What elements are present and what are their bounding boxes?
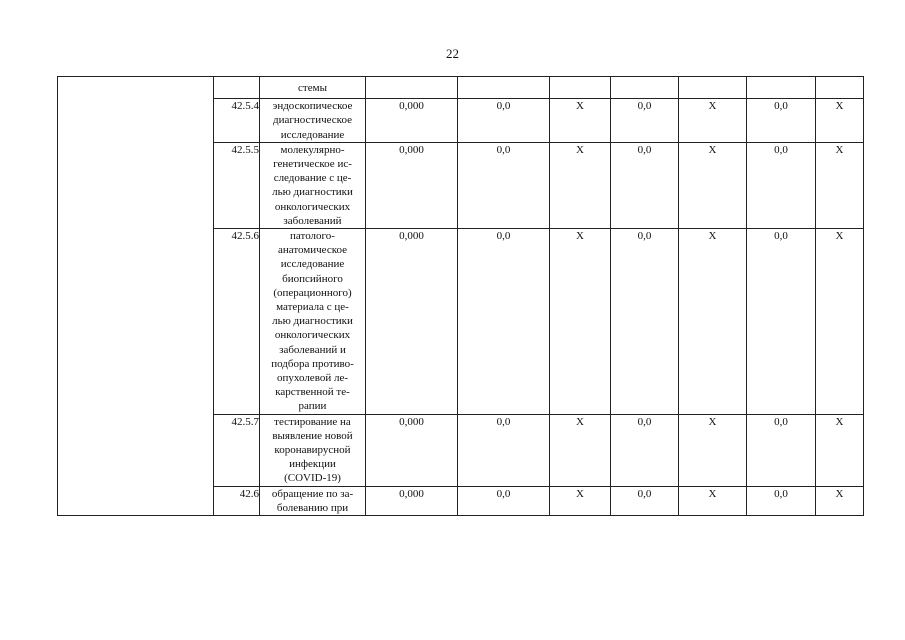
value-cell: 0,0 xyxy=(611,142,679,228)
row-code: 42.5.7 xyxy=(214,414,260,486)
value-cell: X xyxy=(816,229,864,415)
value-cell: 0,0 xyxy=(747,99,816,143)
value-cell: X xyxy=(679,99,747,143)
value-cell: 0,0 xyxy=(747,414,816,486)
value-cell xyxy=(747,77,816,99)
value-cell: 0,0 xyxy=(611,99,679,143)
value-cell: 0,0 xyxy=(458,142,550,228)
value-cell: X xyxy=(550,99,611,143)
value-cell: 0,0 xyxy=(458,414,550,486)
row-name: обращение по за- болеванию при xyxy=(260,486,366,515)
row-name: молекулярно- генетическое ис- следование с це- лью диагностики онкологических заболеваний xyxy=(260,142,366,228)
row-name: эндоскопическое диагностическое исследование xyxy=(260,99,366,143)
value-cell: X xyxy=(816,142,864,228)
value-cell: X xyxy=(816,414,864,486)
value-cell xyxy=(366,77,458,99)
value-cell: 0,000 xyxy=(366,229,458,415)
value-cell: X xyxy=(679,142,747,228)
value-cell: 0,0 xyxy=(747,229,816,415)
value-cell xyxy=(611,77,679,99)
value-cell: 0,0 xyxy=(611,486,679,515)
value-cell xyxy=(550,77,611,99)
row-name: стемы xyxy=(260,77,366,99)
row-name: тестирование на выявление новой коронавирусной инфекции (COVID-19) xyxy=(260,414,366,486)
value-cell: X xyxy=(550,229,611,415)
value-cell: X xyxy=(679,229,747,415)
value-cell: X xyxy=(550,142,611,228)
row-code: 42.5.4 xyxy=(214,99,260,143)
value-cell: X xyxy=(550,486,611,515)
value-cell: 0,0 xyxy=(458,99,550,143)
row-name: патолого- анатомическое исследование биопсийного (операционного) материала с це- лью диагностики онкологических заболеваний и подбора противо- опухолевой ле- карственной те- рапии xyxy=(260,229,366,415)
value-cell: 0,0 xyxy=(611,229,679,415)
value-cell: 0,000 xyxy=(366,486,458,515)
value-cell: X xyxy=(816,99,864,143)
value-cell: X xyxy=(816,486,864,515)
value-cell xyxy=(458,77,550,99)
value-cell: X xyxy=(679,486,747,515)
value-cell: X xyxy=(679,414,747,486)
value-cell: 0,0 xyxy=(611,414,679,486)
value-cell: 0,000 xyxy=(366,99,458,143)
value-cell xyxy=(816,77,864,99)
table-row xyxy=(58,77,864,99)
row-code: 42.5.6 xyxy=(214,229,260,415)
row-code: 42.6 xyxy=(214,486,260,515)
value-cell: 0,000 xyxy=(366,142,458,228)
empty-left-column xyxy=(58,77,214,516)
value-cell: X xyxy=(550,414,611,486)
value-cell: 0,0 xyxy=(458,229,550,415)
value-cell xyxy=(679,77,747,99)
row-code: 42.5.5 xyxy=(214,142,260,228)
value-cell: 0,0 xyxy=(747,486,816,515)
value-cell: 0,000 xyxy=(366,414,458,486)
value-cell: 0,0 xyxy=(747,142,816,228)
value-cell: 0,0 xyxy=(458,486,550,515)
data-table xyxy=(57,76,864,516)
page-number: 22 xyxy=(446,46,459,61)
row-code xyxy=(214,77,260,99)
